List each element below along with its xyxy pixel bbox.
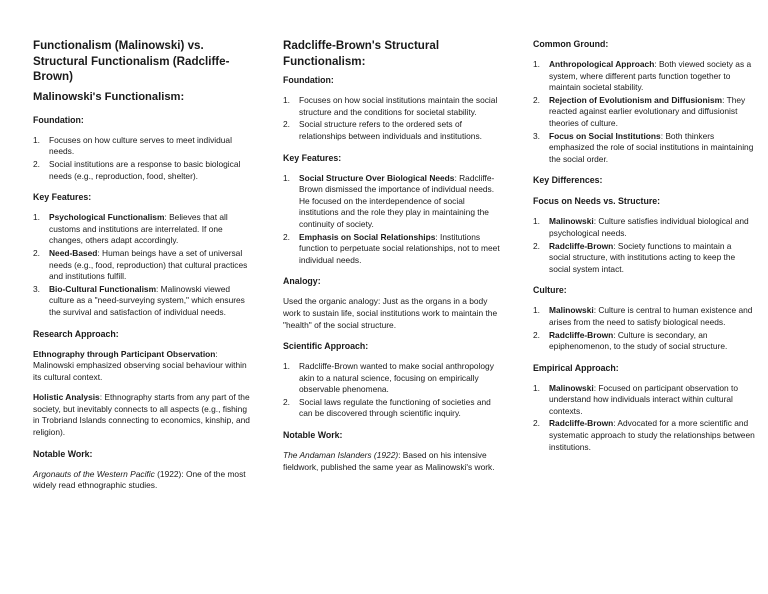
radcliffe-features-list [283,173,505,267]
scientific-list [283,361,505,420]
column-malinowski [33,38,253,501]
list-item: 2. Need-Based: Human beings have a set of universal needs (e.g., food, reproduction) that cultural practices and institutions fulfill. [33,247,248,282]
malinowski-notable-heading: Notable Work: [33,448,93,459]
radcliffe-notable-heading: Notable Work: [283,430,343,441]
needs-structure-heading: Focus on Needs vs. Structure: [533,196,661,207]
column-radcliffe-brown [283,38,505,482]
column-comparison [533,38,755,462]
list-item: 1. Radcliffe-Brown wanted to make social anthropology akin to a natural science, focusing on empirically observable phenomena. [283,361,494,395]
list-item: 1. Social Structure Over Biological Needs: Radcliffe-Brown dismissed the importance of individual needs. He focused on the interdependence of social institutions and the role they play in maintaining the continuity of society. [283,172,495,229]
list-item: 2. Social laws regulate the functioning of societies and can be discovered through scientific inquiry. [283,396,491,419]
needs-structure-list [533,216,755,275]
document-title: Functionalism (Malinowski) vs. Structural Functionalism (Radcliffe-Brown) [33,39,230,84]
radcliffe-features-heading: Key Features: [283,152,342,163]
empirical-heading: Empirical Approach: [533,362,619,373]
holistic-paragraph: Holistic Analysis: Ethnography starts from any part of the society, but inevitably connects to all aspects (e.g., fishing in Trobriand Islands connecting to economics, kinship, and religion). [33,392,250,438]
culture-heading: Culture: [533,285,567,296]
list-item: 2. Rejection of Evolutionism and Diffusionism: They reacted against earlier evolutionary and diffusionist theories of culture. [533,94,746,128]
malinowski-foundation-heading: Foundation: [33,114,84,125]
list-item: 1. Malinowski: Culture is central to human existence and arises from the need to satisfy biological needs. [533,305,753,327]
radcliffe-foundation-heading: Foundation: [283,75,334,86]
malinowski-features-heading: Key Features: [33,192,92,203]
list-item: 1. Psychological Functionalism: Believes that all customs and institutions are interrelated. If one changes, others adapt accordingly. [33,212,228,246]
list-item: 1. Malinowski: Culture satisfies individual biological and psychological needs. [533,216,749,238]
ethnography-paragraph: Ethnography through Participant Observation: Malinowski emphasized observing social behaviour within its cultural context. [33,348,247,382]
list-item: 2. Radcliffe-Brown: Culture is secondary, an epiphenomenon, to the study of social structure. [533,329,728,352]
list-item: 2. Radcliffe-Brown: Society functions to maintain a social structure, with institutions acting to keep the social system intact. [533,240,736,274]
analogy-heading: Analogy: [283,276,321,287]
empirical-list [533,383,755,454]
scientific-heading: Scientific Approach: [283,341,369,352]
list-item: 1. Focuses on how social institutions maintain the social structure and the conditions for societal stability. [283,95,498,117]
list-item: 2. Radcliffe-Brown: Advocated for a more scientific and systematic approach to study the relationships between institutions. [533,418,755,452]
list-item: 1. Focuses on how culture serves to meet individual needs. [33,134,232,157]
list-item: 2. Social structure refers to the ordered sets of relationships between individuals and institutions. [283,119,482,141]
radcliffe-section-title: Radcliffe-Brown's Structural Functionalism: [283,39,440,68]
malinowski-features-list [33,212,253,318]
list-item: 2. Emphasis on Social Relationships: Institutions function to perpetuate social relationships, not to meet individual needs. [283,231,500,265]
radcliffe-foundation-list [283,95,505,142]
list-item: 3. Focus on Social Institutions: Both thinkers emphasized the role of social institutions in maintaining the social order. [533,130,754,164]
analogy-paragraph: Used the organic analogy: Just as the organs in a body work to sustain life, social institutions work to maintain the "health" of the social structure. [283,296,498,330]
culture-list [533,305,755,352]
malinowski-notable-paragraph: Argonauts of the Western Pacific (1922): One of the most widely read ethnographic studies. [33,468,246,491]
radcliffe-notable-paragraph: The Andaman Islanders (1922): Based on his intensive fieldwork, published the same year as Malinowski's work. [283,450,495,472]
list-item: 1. Anthropological Approach: Both viewed society as a system, where different parts function together to maintain societal stability. [533,59,752,93]
list-item: 2. Social institutions are a response to basic biological needs (e.g., reproduction, food, shelter). [33,158,241,181]
list-item: 3. Bio-Cultural Functionalism: Malinowski viewed culture as a "need-surveying system," which ensures the survival and satisfaction of individual needs. [33,283,245,317]
list-item: 1. Malinowski: Focused on participant observation to understand how individuals interact within cultural contexts. [533,382,739,416]
key-differences-heading: Key Differences: [533,175,603,186]
research-approach-heading: Research Approach: [33,328,119,339]
common-ground-list [533,59,755,165]
common-ground-heading: Common Ground: [533,39,609,49]
malinowski-foundation-list [33,135,253,182]
malinowski-section-title: Malinowski's Functionalism: [33,90,185,103]
